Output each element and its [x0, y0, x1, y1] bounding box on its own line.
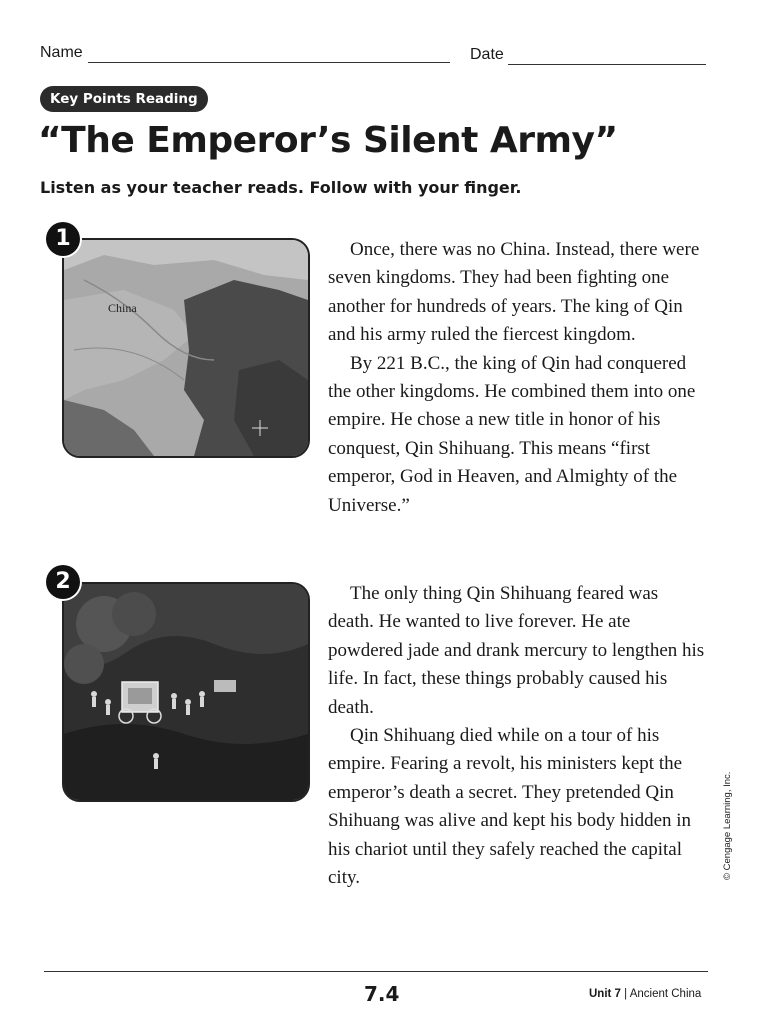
paragraph: Qin Shihuang died while on a tour of his empire. Fearing a revolt, his ministers kept the emperor’s death a secret. They pretended Qin Shihuang was alive and kept his body hidden in his chariot until they safely reached the capital city. [328, 725, 692, 889]
story-section-2 [328, 580, 708, 892]
paragraph: Once, there was no China. Instead, there were seven kingdoms. They had been fighting one another for hundreds of years. The king of Qin and his army ruled the fiercest kingdom. [328, 239, 700, 346]
date-line [508, 64, 706, 65]
page-number: 7.4 [364, 982, 400, 1006]
story-section-1 [328, 236, 708, 520]
procession-image [62, 582, 310, 802]
procession-illustration [64, 584, 308, 800]
paragraph: The only thing Qin Shihuang feared was death. He wanted to live forever. He ate powdered jade and drank mercury to lengthen his life. In fact, these things probably caused his death. [328, 583, 705, 718]
name-line [88, 62, 450, 63]
page-title: “The Emperor’s Silent Army” [38, 120, 618, 161]
paragraph: By 221 B.C., the king of Qin had conquered the other kingdoms. He combined them into one empire. He chose a new title in honor of his conquest, Qin Shihuang. This means “first emperor, God in Heaven, and Almighty of the Universe.” [328, 352, 696, 516]
section-number-1: 1 [46, 222, 80, 256]
unit-number: Unit 7 [589, 988, 621, 1000]
section-number-2: 2 [46, 565, 80, 599]
map-image [62, 238, 310, 458]
unit-label [589, 988, 701, 1000]
footer-divider [44, 971, 708, 972]
unit-name: | Ancient China [620, 988, 702, 1000]
map-label-china: China [108, 301, 137, 315]
key-points-badge: Key Points Reading [40, 86, 208, 112]
instructions: Listen as your teacher reads. Follow with your finger. [40, 178, 522, 197]
name-label: Name [40, 44, 83, 61]
copyright-credit: © Cengage Learning, Inc. [722, 771, 733, 880]
date-label: Date [470, 46, 504, 63]
map-illustration [64, 240, 308, 456]
